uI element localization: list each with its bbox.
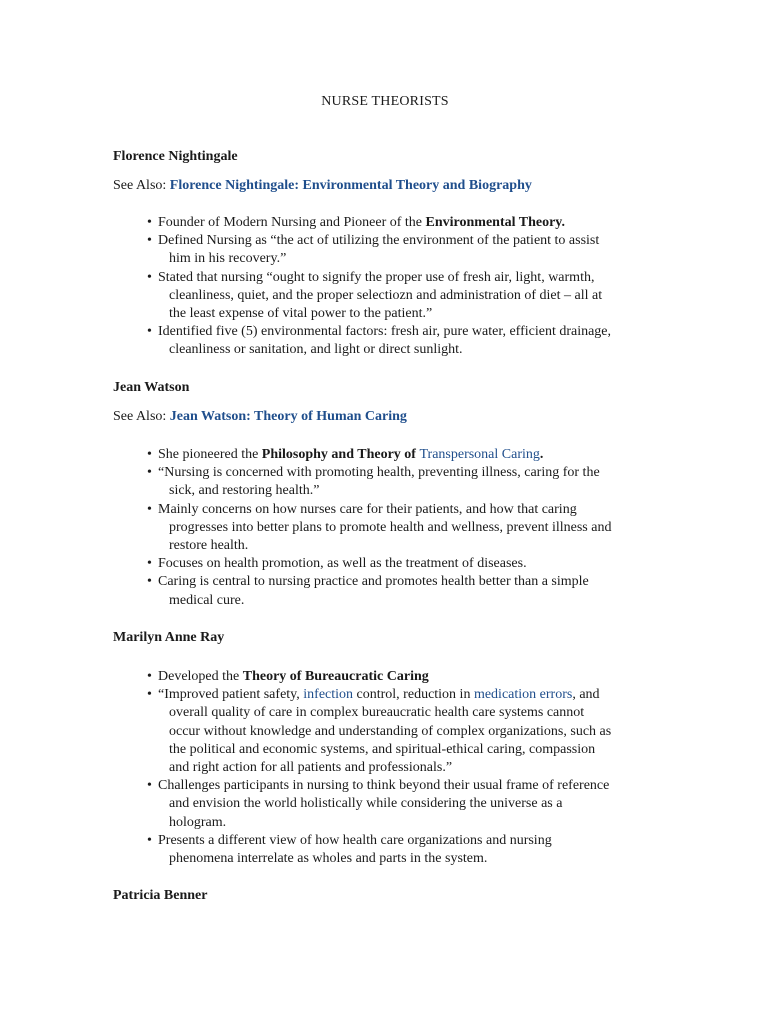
bullet-icon: • [147, 269, 152, 285]
list-item-text: Challenges participants in nursing to think beyond their usual frame of reference [158, 778, 610, 794]
list-item [147, 501, 667, 556]
bullet-icon: • [147, 215, 152, 230]
list-item [147, 777, 667, 832]
list-item-text-cont: the political and economic systems, and spiritual-ethical caring, compassion [169, 741, 596, 757]
list-item-text-cont: and envision the world holistically while considering the universe as a [169, 796, 563, 812]
list-item-text-cont: sick, and restoring health.” [169, 483, 320, 499]
list-item [147, 832, 667, 868]
list-item-text-cont: restore health. [169, 538, 249, 554]
list-item-text: Presents a different view of how health care organizations and nursing [158, 832, 552, 848]
list-item [147, 323, 667, 359]
bullet-icon: • [147, 556, 152, 572]
list-item-text-cont: medical cure. [169, 592, 245, 608]
list-item-text: She pioneered the [158, 447, 262, 462]
list-item-text-cont: the least expense of vital power to the patient.” [169, 306, 433, 322]
list-item-punct: . [539, 447, 544, 462]
see-also-nightingale [113, 178, 532, 194]
list-item-text-cont: progresses into better plans to promote health and wellness, prevent illness and [169, 519, 612, 535]
list-item [147, 269, 667, 324]
list-item-text: Developed the [158, 669, 243, 684]
infection-link[interactable]: infection [303, 687, 354, 703]
transpersonal-caring-link[interactable]: Transpersonal Caring [419, 447, 540, 462]
list-item-text-cont: overall quality of care in complex bureaucratic health care systems cannot [169, 705, 585, 721]
bullet-icon: • [147, 447, 152, 462]
bullet-icon: • [147, 778, 152, 794]
section-heading-nightingale: Florence Nightingale [113, 149, 238, 164]
bullet-icon: • [147, 324, 152, 340]
list-item [147, 686, 667, 777]
see-also-link-watson[interactable]: Jean Watson: Theory of Human Caring [169, 409, 407, 424]
bullet-icon: • [147, 465, 152, 481]
list-item-text: , and [572, 687, 600, 703]
list-item-text: Focuses on health promotion, as well as the treatment of diseases. [158, 556, 527, 572]
list-item [147, 573, 667, 609]
list-item-text-cont: phenomena interrelate as wholes and parts in the system. [169, 851, 488, 867]
bullet-icon: • [147, 574, 152, 590]
list-item [147, 555, 667, 573]
bullet-icon: • [147, 832, 152, 848]
list-item-text-cont: cleanliness, quiet, and the proper selectiozn and administration of diet – all at [169, 287, 603, 303]
list-item-emphasis: Philosophy and Theory of [261, 447, 420, 462]
bullet-list-watson [147, 446, 667, 610]
list-item-text: control, reduction in [353, 687, 474, 703]
list-item-emphasis: Environmental Theory. [425, 215, 566, 230]
section-heading-watson: Jean Watson [113, 380, 190, 395]
list-item-text: Stated that nursing “ought to signify the proper use of fresh air, light, warmth, [158, 269, 595, 285]
list-item-text: Defined Nursing as “the act of utilizing the environment of the patient to assist [158, 233, 600, 249]
see-also-label: See Also: [113, 178, 170, 193]
bullet-icon: • [147, 233, 152, 249]
list-item-text-cont: hologram. [169, 814, 227, 830]
bullet-list-nightingale [147, 214, 667, 360]
list-item [147, 668, 667, 686]
list-item-text-cont: occur without knowledge and understanding of complex organizations, such as [169, 723, 612, 739]
list-item [147, 232, 667, 268]
list-item-text: “Nursing is concerned with promoting health, preventing illness, caring for the [158, 465, 600, 481]
bullet-list-ray [147, 668, 667, 868]
list-item [147, 214, 667, 232]
see-also-label: See Also: [113, 409, 170, 424]
medication-errors-link[interactable]: medication errors [473, 687, 573, 703]
page-title: NURSE THEORISTS [321, 94, 449, 109]
bullet-icon: • [147, 687, 152, 703]
see-also-watson [113, 409, 407, 425]
list-item [147, 464, 667, 500]
list-item [147, 446, 667, 464]
list-item-text: Identified five (5) environmental factors: fresh air, pure water, efficient drainage, [158, 324, 612, 340]
list-item-text-cont: and right action for all patients and professionals.” [169, 760, 453, 776]
list-item-text: Founder of Modern Nursing and Pioneer of the [158, 215, 426, 230]
list-item-text-cont: him in his recovery.” [169, 251, 287, 267]
list-item-text: Caring is central to nursing practice and promotes health better than a simple [158, 574, 589, 590]
see-also-link-nightingale[interactable]: Florence Nightingale: Environmental Theory and Biography [169, 178, 532, 193]
bullet-icon: • [147, 669, 152, 684]
list-item-text: “Improved patient safety, [158, 687, 304, 703]
section-heading-benner: Patricia Benner [113, 888, 208, 903]
section-heading-ray: Marilyn Anne Ray [113, 630, 225, 645]
bullet-icon: • [147, 501, 152, 517]
list-item-text: Mainly concerns on how nurses care for their patients, and how that caring [158, 501, 577, 517]
list-item-emphasis: Theory of Bureaucratic Caring [242, 669, 429, 684]
list-item-text-cont: cleanliness or sanitation, and light or direct sunlight. [169, 342, 463, 358]
